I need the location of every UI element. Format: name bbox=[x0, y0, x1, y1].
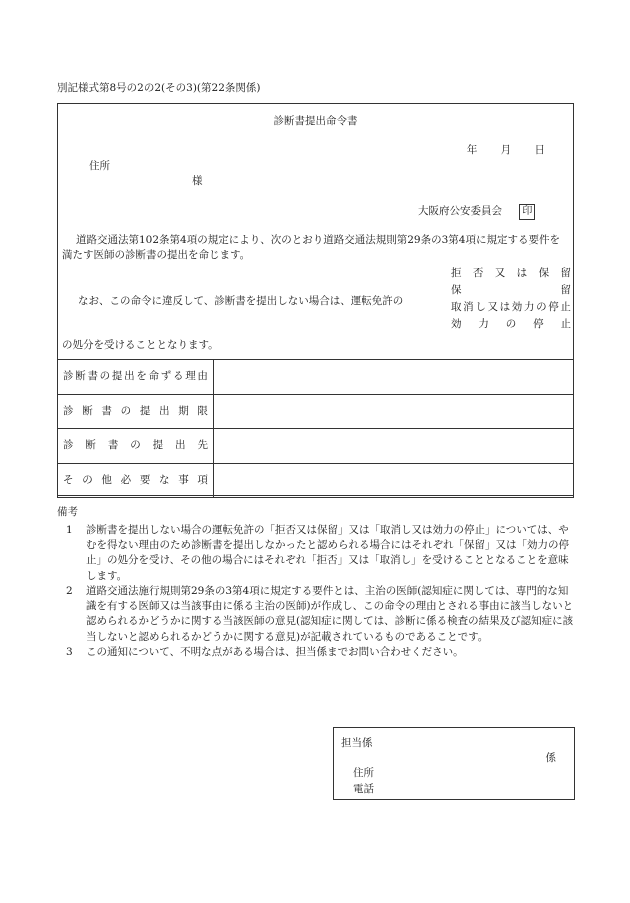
table-row bbox=[58, 463, 574, 498]
remarks-list bbox=[66, 523, 576, 660]
order-paragraph: 道路交通法第102条第4項の規定により、次のとおり道路交通法規則第29条の3第4項に規定する要件を満たす医師の診断書の提出を命じます。 bbox=[62, 234, 560, 262]
row-label: そ の 他 必 要 な 事 項 bbox=[58, 463, 214, 498]
disposition-item: 取 消 し 又 は 効 力 の 停 止 bbox=[451, 301, 571, 313]
contact-label: 担当係 bbox=[341, 737, 373, 749]
recipient-honorific: 様 bbox=[192, 175, 203, 187]
disposition-item: 効 力 の 停 止 bbox=[451, 318, 571, 330]
order-frame bbox=[57, 103, 574, 496]
recipient-address-label: 住所 bbox=[89, 160, 110, 172]
date-day: 日 bbox=[534, 144, 545, 156]
date-line bbox=[447, 143, 545, 158]
date-year: 年 bbox=[466, 144, 478, 156]
row-value[interactable] bbox=[214, 394, 574, 429]
table-row bbox=[58, 429, 574, 464]
row-value[interactable] bbox=[214, 463, 574, 498]
row-label: 診 断 書 の 提 出 先 bbox=[58, 429, 214, 464]
row-label: 診 断 書 の 提 出 期 限 bbox=[58, 394, 214, 429]
violation-paragraph-end: の処分を受けることとなります。 bbox=[62, 339, 219, 351]
remark-text: この通知について、不明な点がある場合は、担当係までお問い合わせください。 bbox=[86, 645, 464, 658]
remark-number: 2 bbox=[66, 584, 73, 597]
contact-address-label: 住所 bbox=[353, 767, 374, 779]
issuer bbox=[418, 204, 535, 220]
remark-item bbox=[66, 523, 576, 584]
remark-number: 1 bbox=[66, 524, 73, 536]
remark-item bbox=[66, 584, 576, 645]
remark-text: 診断書を提出しない場合の運転免許の「拒否又は保留」又は「取消し又は効力の停止」については、やむを得ない理由のため診断書を提出しなかったと認められる場合にはそれぞれ「保留」又は「効力の停止」の処分を受け、その他の場合にはそれぞれ「拒否」又は「取消し」を受けることとなることを意味します。 bbox=[86, 524, 569, 582]
remark-item bbox=[66, 645, 576, 660]
contact-phone-label: 電話 bbox=[353, 783, 374, 795]
row-value[interactable] bbox=[214, 360, 574, 395]
remark-text: 道路交通法施行規則第29条の3第4項に規定する要件とは、主治の医師(認知症に関しては、専門的な知識を有する医師又は当該事由に係る主治の医師)が作成し、この命令の理由とされる事由に該当しないと認められるかどうかに関する当該医師の意見(認知症に関しては、診断に係る検査の結果及び認知症に該当しないと認められるかどうかに関する意見)が記載されているものであることです。 bbox=[86, 584, 574, 643]
table-row bbox=[58, 394, 574, 429]
disposition-list bbox=[451, 265, 571, 333]
seal-box: 印 bbox=[519, 204, 535, 220]
violation-paragraph: なお、この命令に違反して、診断書を提出しない場合は、運転免許の bbox=[78, 295, 404, 307]
order-details-table bbox=[57, 359, 574, 498]
table-row bbox=[58, 360, 574, 395]
issuer-name: 大阪府公安委員会 bbox=[418, 205, 502, 217]
remarks-heading: 備考 bbox=[57, 506, 78, 518]
disposition-item: 拒 否 又 は 保 留 bbox=[451, 267, 571, 279]
contact-section: 係 bbox=[545, 752, 556, 764]
contact-box bbox=[333, 727, 575, 800]
form-code: 別記様式第8号の2の2(その3)(第22条関係) bbox=[57, 82, 261, 94]
remark-number: 3 bbox=[66, 645, 73, 658]
row-value[interactable] bbox=[214, 429, 574, 464]
disposition-item: 保 留 bbox=[451, 284, 571, 296]
row-label: 診 断 書 の 提 出 を 命 ず る 理 由 bbox=[58, 360, 214, 395]
document-title: 診断書提出命令書 bbox=[273, 115, 358, 127]
date-month: 月 bbox=[500, 144, 512, 156]
